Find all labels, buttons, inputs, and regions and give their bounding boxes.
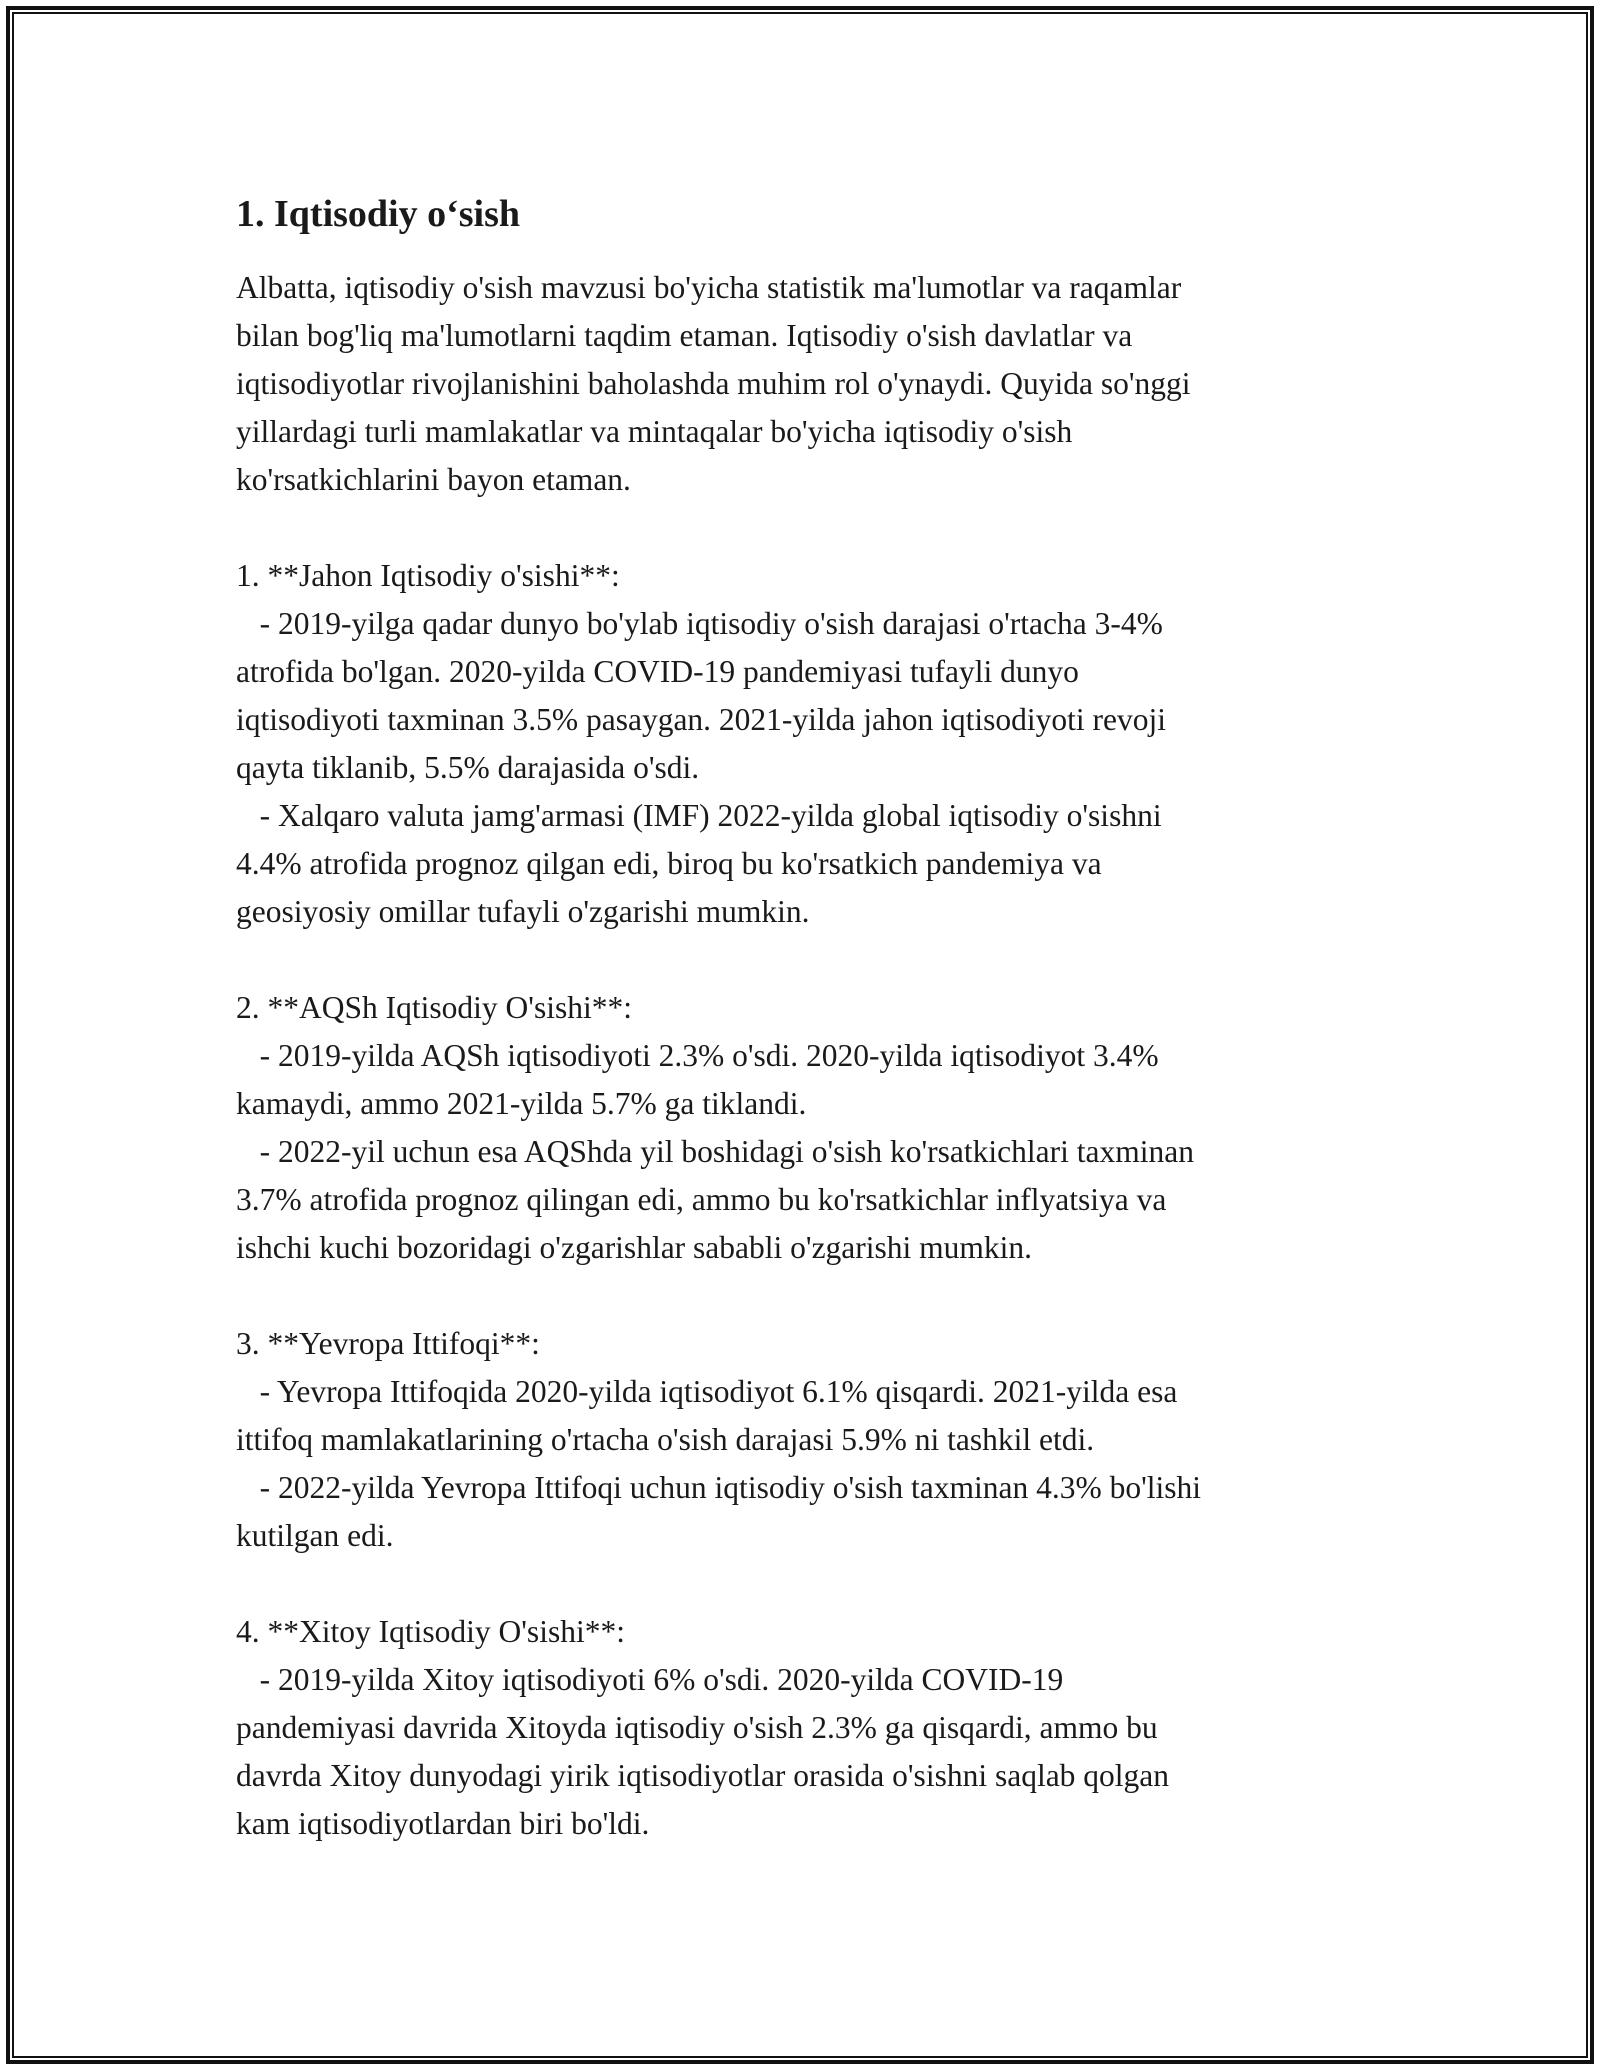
text-line: - Xalqaro valuta jamg'armasi (IMF) 2022-yilda global iqtisodiy o'sishni — [236, 798, 1162, 833]
blank-line — [236, 1272, 1376, 1320]
text-line: yillardagi turli mamlakatlar va mintaqalar bo'yicha iqtisodiy o'sish — [236, 414, 1073, 449]
text-line: kutilgan edi. — [236, 1518, 394, 1553]
text-line: geosiyosiy omillar tufayli o'zgarishi mumkin. — [236, 894, 810, 929]
text-line: pandemiyasi davrida Xitoyda iqtisodiy o'sish 2.3% ga qisqardi, ammo bu — [236, 1710, 1158, 1745]
text-line: qayta tiklanib, 5.5% darajasida o'sdi. — [236, 750, 700, 785]
blank-line — [236, 936, 1376, 984]
text-line: davrda Xitoy dunyodagi yirik iqtisodiyotlar orasida o'sishni saqlab qolgan — [236, 1758, 1170, 1793]
text-line: Albatta, iqtisodiy o'sish mavzusi bo'yicha statistik ma'lumotlar va raqamlar — [236, 270, 1182, 305]
text-line: kam iqtisodiyotlardan biri bo'ldi. — [236, 1806, 650, 1841]
text-line: bilan bog'liq ma'lumotlarni taqdim etaman. Iqtisodiy o'sish davlatlar va — [236, 318, 1133, 353]
text-line: iqtisodiyotlar rivojlanishini baholashda muhim rol o'ynaydi. Quyida so'nggi — [236, 366, 1191, 401]
text-line: 2. **AQSh Iqtisodiy O'sishi**: — [236, 990, 632, 1025]
blank-line — [236, 1560, 1376, 1608]
text-line: - 2022-yilda Yevropa Ittifoqi uchun iqtisodiy o'sish taxminan 4.3% bo'lishi — [236, 1470, 1202, 1505]
text-line: 3. **Yevropa Ittifoqi**: — [236, 1326, 540, 1361]
text-line: - 2019-yilda Xitoy iqtisodiyoti 6% o'sdi. 2020-yilda COVID-19 — [236, 1662, 1064, 1697]
document-body — [236, 190, 1376, 1848]
paragraph-block — [236, 264, 1376, 1848]
text-line: - 2022-yil uchun esa AQShda yil boshidagi o'sish ko'rsatkichlari taxminan — [236, 1134, 1194, 1169]
text-line: ittifoq mamlakatlarining o'rtacha o'sish darajasi 5.9% ni tashkil etdi. — [236, 1422, 1095, 1457]
text-line: - 2019-yilda AQSh iqtisodiyoti 2.3% o'sdi. 2020-yilda iqtisodiyot 3.4% — [236, 1038, 1159, 1073]
text-line: iqtisodiyoti taxminan 3.5% pasaygan. 2021-yilda jahon iqtisodiyoti revoji — [236, 702, 1167, 737]
text-line: - 2019-yilga qadar dunyo bo'ylab iqtisodiy o'sish darajasi o'rtacha 3-4% — [236, 606, 1163, 641]
text-line: - Yevropa Ittifoqida 2020-yilda iqtisodiyot 6.1% qisqardi. 2021-yilda esa — [236, 1374, 1178, 1409]
text-line: kamaydi, ammo 2021-yilda 5.7% ga tiklandi. — [236, 1086, 807, 1121]
text-line: 4.4% atrofida prognoz qilgan edi, biroq bu ko'rsatkich pandemiya va — [236, 846, 1102, 881]
text-line: 4. **Xitoy Iqtisodiy O'sishi**: — [236, 1614, 625, 1649]
text-line: 3.7% atrofida prognoz qilingan edi, ammo bu ko'rsatkichlar inflyatsiya va — [236, 1182, 1167, 1217]
text-line: atrofida bo'lgan. 2020-yilda COVID-19 pandemiyasi tufayli dunyo — [236, 654, 1079, 689]
text-line: 1. **Jahon Iqtisodiy o'sishi**: — [236, 558, 620, 593]
section-title: 1. Iqtisodiy o‘sish — [236, 193, 521, 235]
text-line: ishchi kuchi bozoridagi o'zgarishlar sababli o'zgarishi mumkin. — [236, 1230, 1033, 1265]
blank-line — [236, 504, 1376, 552]
text-line: ko'rsatkichlarini bayon etaman. — [236, 462, 631, 497]
